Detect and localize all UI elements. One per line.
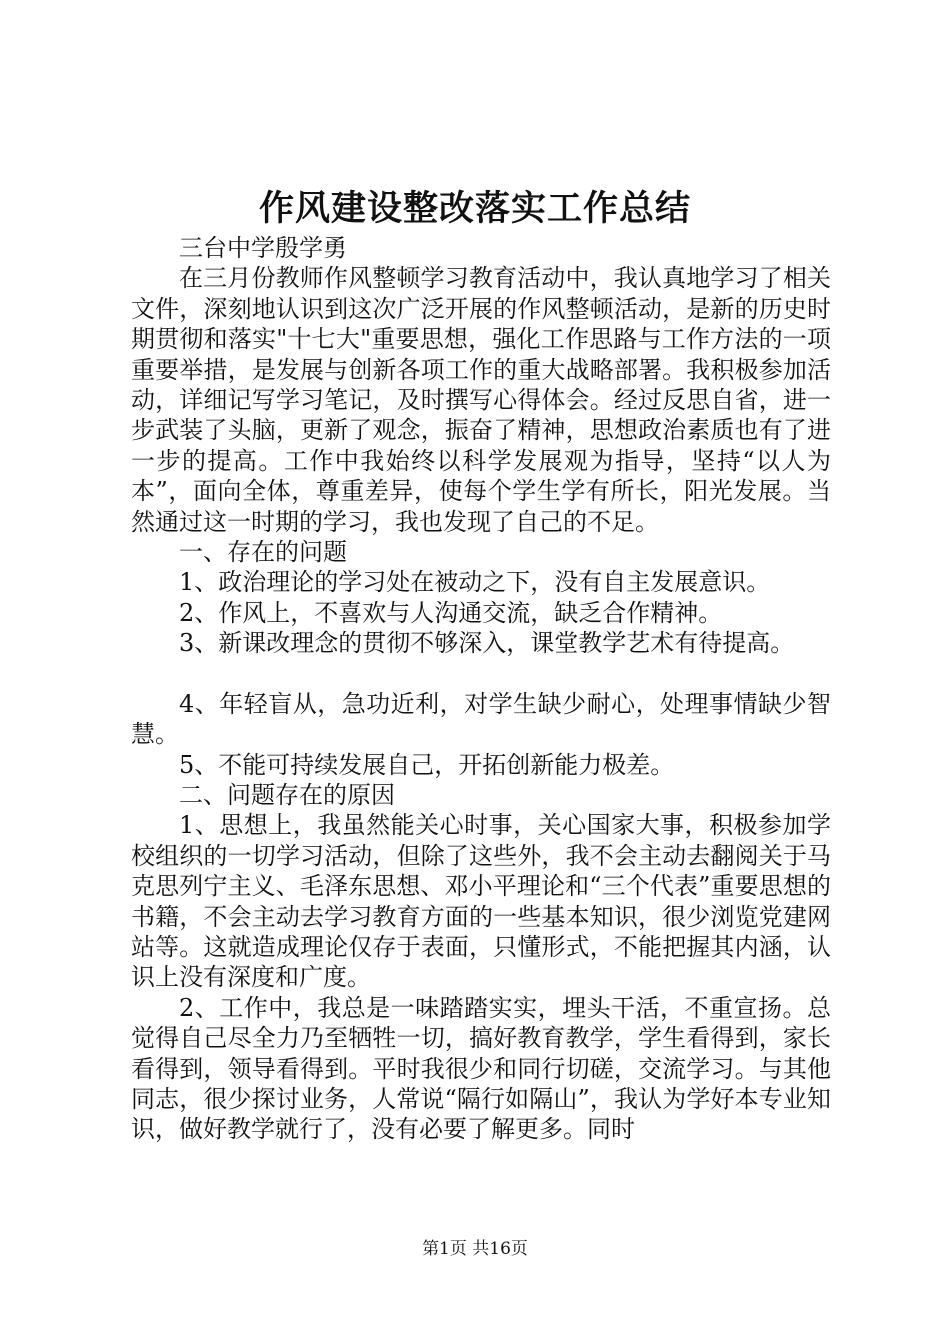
problem-item-3: 3、新课改理念的贯彻不够深入，课堂教学艺术有待提高。 bbox=[179, 629, 795, 658]
section-heading-causes: 二、问题存在的原因 bbox=[179, 780, 395, 809]
problem-item-5: 5、不能可持续发展自己，开拓创新能力极差。 bbox=[179, 750, 675, 779]
document-title: 作风建设整改落实工作总结 bbox=[258, 188, 691, 229]
author-line: 三台中学殷学勇 bbox=[179, 234, 347, 262]
cause-item-1: 1、思想上，我虽然能关心时事，关心国家大事，积极参加学校组织的一切学习活动，但除了这些外，我不会主动去翻阅关于马克思列宁主义、毛泽东思想、邓小平理论和“三个代表”重要思想的书籍，不会主动去学习教育方面的一些基本知识，很少浏览党建网站等。这就造成理论仅存于表面，只懂形式，不能把握其内涵，认识上没有深度和广度。 bbox=[131, 811, 831, 992]
problem-item-4: 4、年轻盲从，急功近利，对学生缺少耐心，处理事情缺少智慧。 bbox=[131, 689, 831, 749]
intro-paragraph: 在三月份教师作风整顿学习教育活动中，我认真地学习了相关文件，深刻地认识到这次广泛开展的作风整顿活动，是新的历史时期贯彻和落实"十七大"重要思想，强化工作思路与工作方法的一项重要举措，是发展与创新各项工作的重大战略部署。我积极参加活动，详细记写学习笔记，及时撰写心得体会。经过反思自省，进一步武装了头脑，更新了观念，振奋了精神，思想政治素质也有了进一步的提高。工作中我始终以科学发展观为指导，坚持“以人为本”，面向全体，尊重差异，使每个学生学有所长，阳光发展。当然通过这一时期的学习，我也发现了自己的不足。 bbox=[131, 264, 831, 536]
cause-item-2: 2、工作中，我总是一味踏踏实实，埋头干活，不重宣扬。总觉得自己尽全力乃至牺牲一切，搞好教育教学，学生看得到，家长看得到，领导看得到。平时我很少和同行切磋，交流学习。与其他同志，很少探讨业务，人常说“隔行如隔山”，我认为学好本专业知识，做好教学就行了，没有必要了解更多。同时 bbox=[131, 993, 831, 1144]
problem-item-1: 1、政治理论的学习处在被动之下，没有自主发展意识。 bbox=[179, 568, 771, 597]
document-body bbox=[131, 233, 831, 1145]
problem-item-2: 2、作风上，不喜欢与人沟通交流，缺乏合作精神。 bbox=[179, 598, 723, 627]
section-heading-problems: 一、存在的问题 bbox=[179, 538, 347, 567]
page-number-footer: 第1页 共16页 bbox=[422, 1239, 528, 1259]
